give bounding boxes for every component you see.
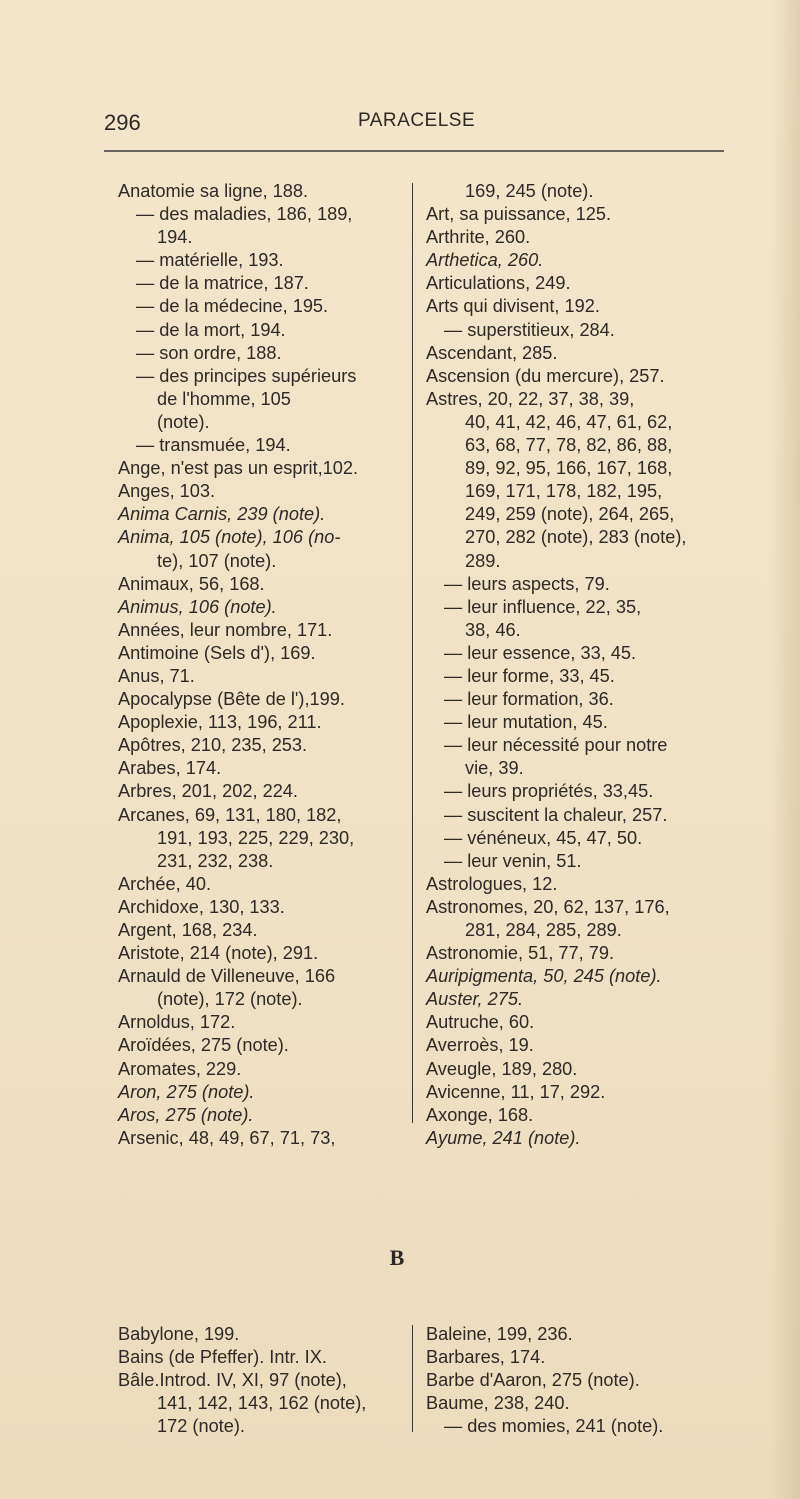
index-continuation: 169, 245 (note). — [465, 181, 594, 201]
index-continuation: 38, 46. — [465, 619, 521, 640]
index-continuation: 172 (note). — [157, 1416, 245, 1437]
index-continuation: de l'homme, 105 — [157, 388, 291, 409]
index-continuation: 63, 68, 77, 78, 82, 86, 88, — [465, 435, 673, 456]
index-subentry: — de la matrice, 187. — [136, 273, 309, 294]
index-continuation: 281, 284, 285, 289. — [465, 920, 622, 940]
index-entry: Bâle.Introd. IV, XI, 97 (note), — [118, 1370, 347, 1391]
index-entry: Barbares, 174. — [426, 1347, 546, 1368]
index-continuation: 141, 142, 143, 162 (note), — [157, 1393, 367, 1414]
index-column-b-left — [118, 1323, 418, 1438]
index-entry: Arnoldus, 172. — [118, 1012, 236, 1033]
page-header — [104, 110, 724, 150]
index-continuation: 194. — [157, 227, 193, 248]
index-entry: Aroïdées, 275 (note). — [118, 1035, 289, 1056]
index-entry: Axonge, 168. — [426, 1104, 534, 1125]
index-continuation: 89, 92, 95, 166, 167, 168, — [465, 458, 673, 479]
column-separator — [412, 1325, 413, 1432]
index-entry: Apoplexie, 113, 196, 211. — [118, 712, 322, 733]
index-entry: Aros, 275 (note). — [118, 1104, 254, 1125]
index-column-b-right — [426, 1323, 726, 1438]
index-entry: Aveugle, 189, 280. — [426, 1058, 578, 1079]
index-entry: Arabes, 174. — [118, 758, 222, 779]
index-entry: Arcanes, 69, 131, 180, 182, — [118, 804, 342, 825]
page-number: 296 — [104, 110, 141, 135]
index-entry: Animaux, 56, 168. — [118, 573, 265, 594]
index-entry: Baleine, 199, 236. — [426, 1324, 573, 1344]
index-entry: Argent, 168, 234. — [118, 920, 258, 940]
index-continuation: vie, 39. — [465, 758, 524, 779]
index-subentry: — leur essence, 33, 45. — [444, 642, 637, 663]
index-entry: Bains (de Pfeffer). Intr. IX. — [118, 1347, 327, 1368]
index-subentry: — leur venin, 51. — [444, 850, 582, 871]
index-subentry: — de la médecine, 195. — [136, 296, 329, 317]
running-title: PARACELSE — [358, 110, 476, 131]
index-entry: Astronomes, 20, 62, 137, 176, — [426, 896, 670, 917]
index-continuation: 270, 282 (note), 283 (note), — [465, 527, 687, 548]
index-entry: Archée, 40. — [118, 873, 212, 894]
index-entry: Astres, 20, 22, 37, 38, 39, — [426, 388, 635, 409]
index-entry: Archidoxe, 130, 133. — [118, 896, 285, 917]
index-entry: Ascendant, 285. — [426, 342, 558, 363]
index-subentry: — transmuée, 194. — [136, 435, 291, 456]
index-subentry: — matérielle, 193. — [136, 250, 284, 271]
header-rule — [104, 150, 724, 152]
index-entry: Aron, 275 (note). — [118, 1081, 255, 1102]
index-entry: Arnauld de Villeneuve, 166 — [118, 966, 336, 987]
index-continuation: 231, 232, 238. — [157, 850, 274, 871]
index-entry: Astrologues, 12. — [426, 873, 558, 894]
index-subentry: — des maladies, 186, 189, — [136, 204, 353, 225]
index-column-a-right — [426, 180, 726, 1150]
index-subentry: — superstitieux, 284. — [444, 319, 615, 340]
index-entry: Antimoine (Sels d'), 169. — [118, 642, 316, 663]
index-column-a-left — [118, 180, 418, 1150]
index-entry: Aristote, 214 (note), 291. — [118, 943, 319, 964]
index-continuation: te), 107 (note). — [157, 550, 277, 571]
index-continuation: 191, 193, 225, 229, 230, — [157, 827, 355, 848]
index-entry: Anima, 105 (note), 106 (no- — [118, 527, 341, 548]
index-entry: Ange, n'est pas un esprit,102. — [118, 458, 359, 479]
index-entry: Arts qui divisent, 192. — [426, 296, 600, 317]
index-entry: Ascension (du mercure), 257. — [426, 365, 665, 386]
index-subentry: — des principes supérieurs — [136, 365, 357, 386]
index-entry: Aromates, 229. — [118, 1058, 242, 1079]
column-separator — [412, 183, 413, 1123]
index-continuation: (note), 172 (note). — [157, 989, 303, 1010]
index-entry: Barbe d'Aaron, 275 (note). — [426, 1370, 640, 1391]
index-entry: Averroès, 19. — [426, 1035, 534, 1056]
index-subentry: — son ordre, 188. — [136, 342, 282, 363]
index-entry: Arbres, 201, 202, 224. — [118, 781, 298, 802]
index-continuation: 40, 41, 42, 46, 47, 61, 62, — [465, 411, 673, 432]
index-entry: Arthetica, 260. — [426, 250, 544, 271]
index-entry: Anges, 103. — [118, 481, 216, 502]
index-entry: Anus, 71. — [118, 665, 195, 686]
section-letter: B — [389, 1245, 405, 1270]
index-entry: Auster, 275. — [426, 989, 524, 1010]
index-subentry: — leurs propriétés, 33,45. — [444, 781, 654, 802]
index-entry: Anatomie sa ligne, 188. — [118, 181, 309, 201]
index-continuation: 249, 259 (note), 264, 265, — [465, 504, 675, 525]
index-entry: Anima Carnis, 239 (note). — [118, 504, 326, 525]
index-entry: Animus, 106 (note). — [118, 596, 277, 617]
index-entry: Avicenne, 11, 17, 292. — [426, 1081, 606, 1102]
index-entry: Arsenic, 48, 49, 67, 71, 73, — [118, 1127, 336, 1148]
index-subentry: — leur formation, 36. — [444, 689, 614, 710]
index-entry: Baume, 238, 240. — [426, 1393, 570, 1414]
index-entry: Apôtres, 210, 235, 253. — [118, 735, 308, 756]
index-entry: Années, leur nombre, 171. — [118, 619, 333, 640]
index-entry: Babylone, 199. — [118, 1324, 240, 1344]
index-continuation: (note). — [157, 411, 210, 432]
index-entry: Ayume, 241 (note). — [426, 1127, 581, 1148]
index-subentry: — des momies, 241 (note). — [444, 1416, 664, 1437]
index-continuation: 169, 171, 178, 182, 195, — [465, 481, 663, 502]
index-entry: Arthrite, 260. — [426, 227, 531, 248]
index-subentry: — leur influence, 22, 35, — [444, 596, 642, 617]
index-entry: Autruche, 60. — [426, 1012, 535, 1033]
index-entry: Auripigmenta, 50, 245 (note). — [426, 966, 662, 987]
index-entry: Articulations, 249. — [426, 273, 571, 294]
index-subentry: — leur forme, 33, 45. — [444, 665, 615, 686]
index-subentry: — suscitent la chaleur, 257. — [444, 804, 668, 825]
index-entry: Astronomie, 51, 77, 79. — [426, 943, 615, 964]
index-entry: Art, sa puissance, 125. — [426, 204, 612, 225]
index-subentry: — leur mutation, 45. — [444, 712, 608, 733]
index-entry: Apocalypse (Bête de l'),199. — [118, 689, 345, 710]
index-continuation: 289. — [465, 550, 501, 571]
index-subentry: — leur nécessité pour notre — [444, 735, 668, 756]
index-subentry: — leurs aspects, 79. — [444, 573, 610, 594]
index-subentry: — de la mort, 194. — [136, 319, 286, 340]
index-subentry: — vénéneux, 45, 47, 50. — [444, 827, 643, 848]
